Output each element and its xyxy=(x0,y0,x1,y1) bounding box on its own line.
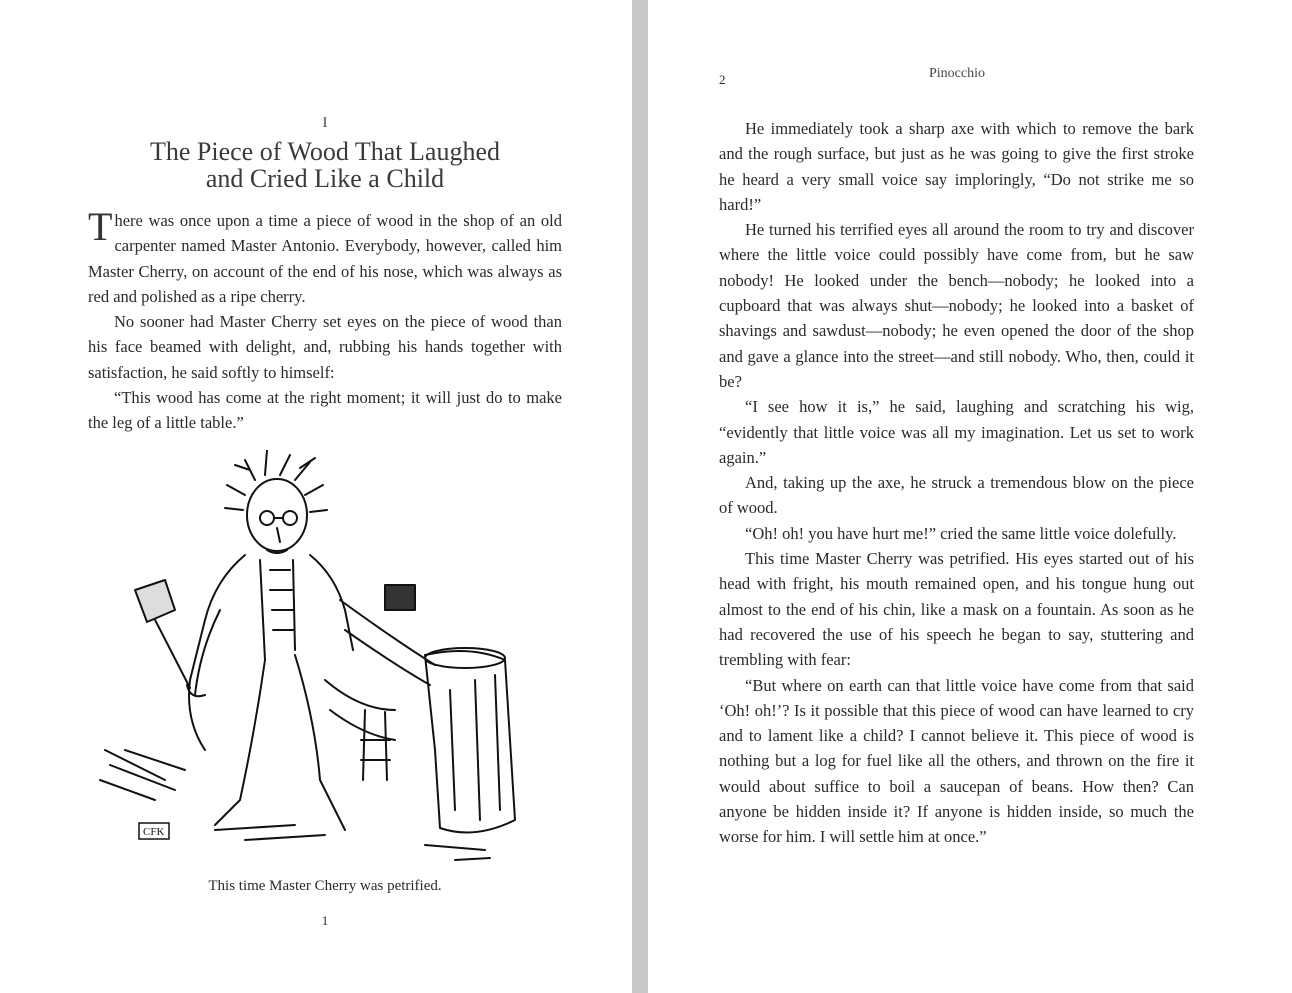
running-head: Pinocchio xyxy=(929,66,985,81)
drop-cap: T xyxy=(88,204,113,249)
paragraph: He immediately took a sharp axe with which to remove the bark and the rough surface, but just as he was going to give the first stroke he heard a very small voice say imploringly, “Do not strike me so hard!” xyxy=(719,119,1194,214)
page-number-right: 2 xyxy=(719,72,726,87)
paragraph xyxy=(88,204,562,309)
paragraph: And, taking up the axe, he struck a tremendous blow on the piece of wood. xyxy=(719,473,1194,518)
master-cherry-illustration xyxy=(95,450,535,870)
paragraph: He turned his terrified eyes all around the room to try and discover where the little voice could possibly have come from, but he saw nobody! He looked under the bench—nobody; he looked into a cupboard that was always shut—nobody; he looked into a basket of shavings and sawdust—nobody; he even opened the door of the shop and gave a glance into the street—and still nobody. Who, then, could it be? xyxy=(719,220,1194,391)
chapter-title-line1: The Piece of Wood That Laughed xyxy=(149,137,500,166)
paragraph: “Oh! oh! you have hurt me!” cried the same little voice dolefully. xyxy=(745,523,1177,543)
paragraph: No sooner had Master Cherry set eyes on the piece of wood than his face beamed with delight, and, rubbing his hands together with satisfaction, he said softly to himself: xyxy=(88,312,562,382)
paragraph: “I see how it is,” he said, laughing and scratching his wig, “evidently that little voice was all my imagination. Let us set to work again.” xyxy=(719,397,1194,467)
right-body-text xyxy=(719,116,1194,850)
chapter-number: I xyxy=(322,115,328,131)
page-number-left: 1 xyxy=(321,913,329,928)
paragraph: This time Master Cherry was petrified. His eyes started out of his head with fright, his mouth remained open, and his tongue hung out almost to the end of his chin, like a mask on a fountain. As soon as he had recovered the use of his speech he began to say, stuttering and trembling with fear: xyxy=(719,549,1194,670)
chapter-title-line2: and Cried Like a Child xyxy=(205,164,445,193)
left-body-text xyxy=(88,204,562,436)
paragraph-text: here was once upon a time a piece of wood in the shop of an old carpenter named Master Antonio. Everybody, however, called him Master Cherry, on account of the end of his nose, which was always as red and polished as a ripe cherry. xyxy=(88,211,562,306)
paragraph: “This wood has come at the right moment; it will just do to make the leg of a little table.” xyxy=(88,388,562,433)
chapter-title xyxy=(0,138,650,192)
figure-caption: This time Master Cherry was petrified. xyxy=(208,878,442,894)
illustration-monogram: CFK xyxy=(143,826,165,838)
paragraph: “But where on earth can that little voice have come from that said ‘Oh! oh!’? Is it possible that this piece of wood can have learned to cry and to lament like a child? I cannot believe it. This piece of wood is nothing but a log for fuel like all the others, and thrown on the fire it would about suffice to boil a saucepan of beans. How then? Can anyone be hidden inside it? If anyone is hidden inside, so much the worse for him. I will settle him at once.” xyxy=(719,675,1194,847)
